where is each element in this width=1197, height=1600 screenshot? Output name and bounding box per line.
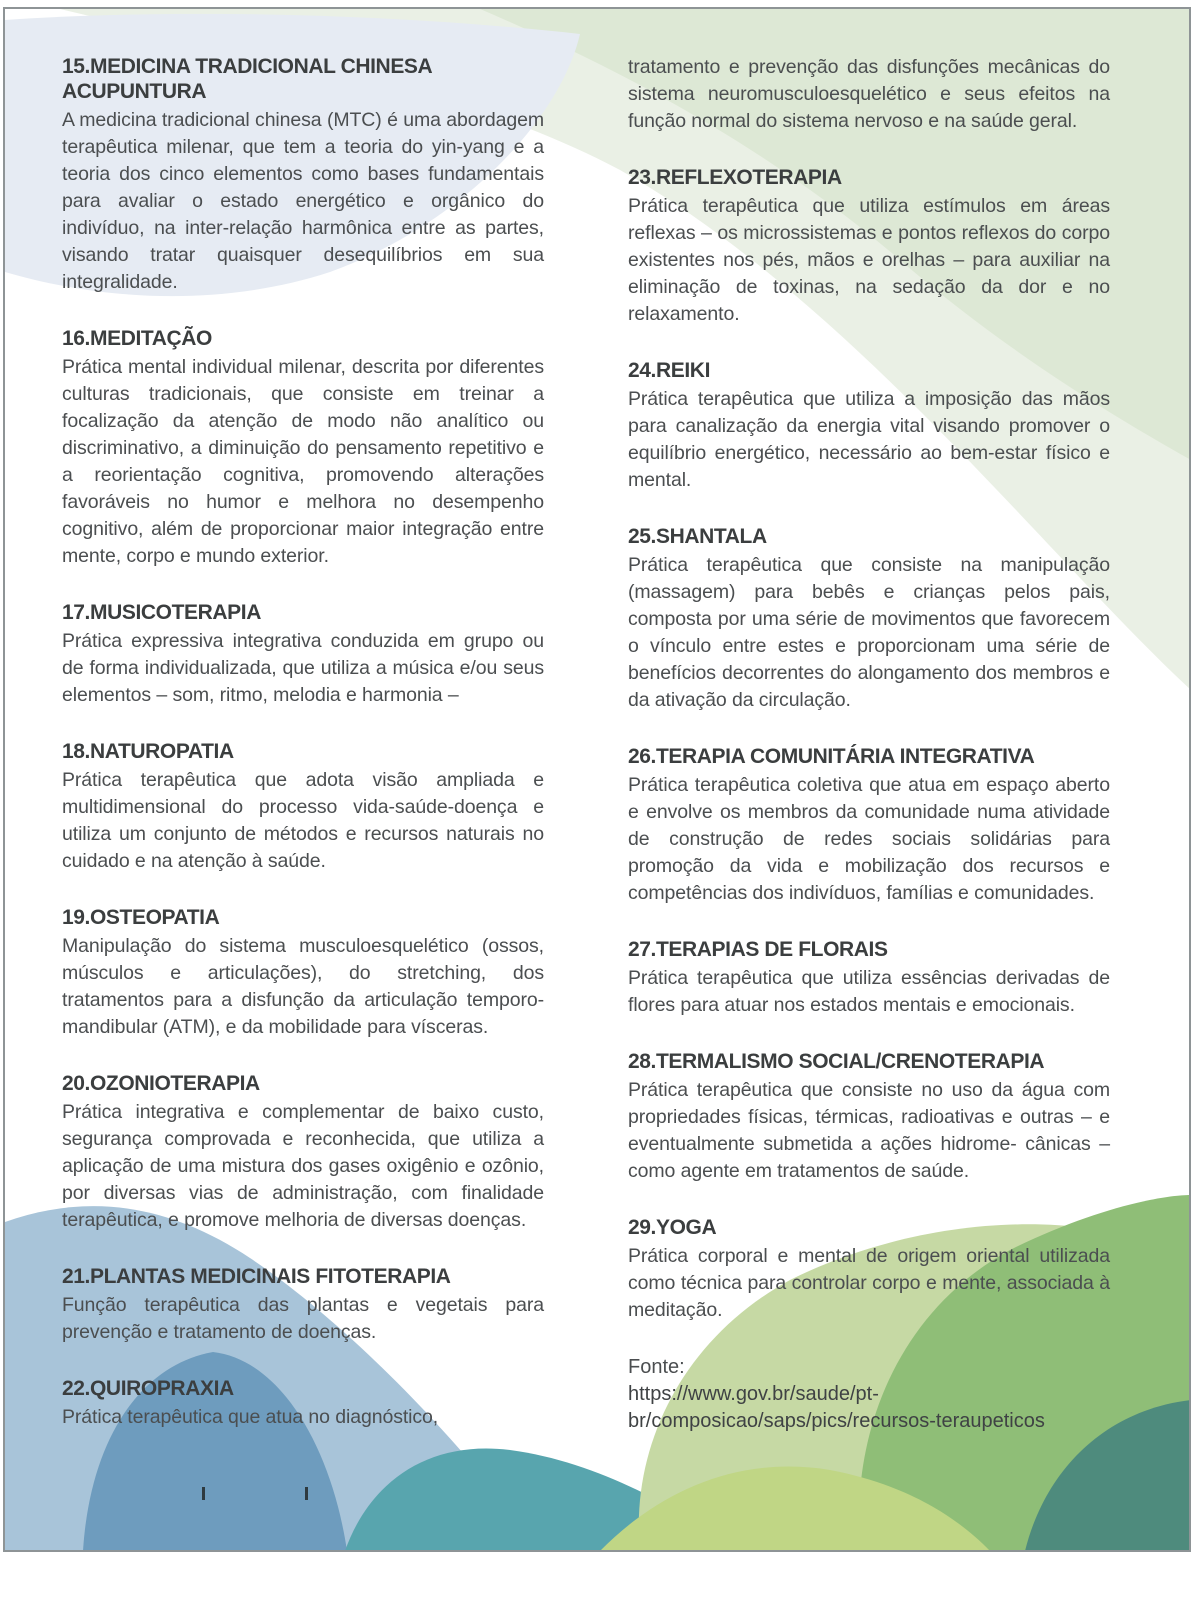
therapy-entry bbox=[628, 744, 1110, 907]
entry-title: 16.MEDITAÇÃO bbox=[62, 327, 212, 350]
entry-body: A medicina tradicional chinesa (MTC) é uma abordagem terapêutica milenar, que tem a teoria do yin-yang e a teoria dos cinco elementos como bases fundamentais para avaliar o estado energético e orgânico do indivíduo, na inter-relação harmônica entre as partes, visando tratar quaisquer desequilíbrios em sua integralidade. bbox=[62, 109, 544, 293]
therapy-entry bbox=[628, 358, 1110, 494]
entry-title: 17.MUSICOTERAPIA bbox=[62, 601, 261, 624]
therapy-entry bbox=[628, 165, 1110, 328]
therapy-entry bbox=[628, 937, 1110, 1019]
entry-body: Prática terapêutica que utiliza essências derivadas de flores para atuar nos estados mentais e emocionais. bbox=[628, 967, 1110, 1016]
entry-body: Prática terapêutica que utiliza a imposição das mãos para canalização da energia vital visando promover o equilíbrio energético, necessário ao bem-estar físico e mental. bbox=[628, 388, 1110, 491]
entry-body: Prática mental individual milenar, descrita por diferentes culturas tradicionais, que consiste em treinar a focalização da atenção de modo não analítico ou discriminativo, a diminuição do pensamento repetitivo e a reorientação cognitiva, promovendo alterações favoráveis no humor e melhora no desempenho cognitivo, além de proporcionar maior integração entre mente, corpo e mundo exterior. bbox=[62, 356, 544, 567]
right-text-column bbox=[628, 54, 1110, 1435]
therapy-entry bbox=[628, 524, 1110, 714]
stray-mark bbox=[202, 1487, 205, 1500]
entry-title: 21.PLANTAS MEDICINAIS FITOTERAPIA bbox=[62, 1265, 451, 1288]
entry-body: Prática terapêutica que consiste no uso da água com propriedades físicas, térmicas, radioativas e outras – e eventualmente submetida a ações hidrome- cânicas – como agente em tratamentos de saúde. bbox=[628, 1079, 1110, 1182]
therapy-entry bbox=[62, 1071, 544, 1234]
therapy-entry bbox=[628, 1215, 1110, 1324]
therapy-entry bbox=[62, 1376, 544, 1431]
entry-title: 29.YOGA bbox=[628, 1216, 717, 1239]
entry-title: 25.SHANTALA bbox=[628, 525, 767, 548]
entry-body: Prática terapêutica coletiva que atua em espaço aberto e envolve os membros da comunidade numa atividade de construção de redes sociais solidárias para promoção da vida e mobilização dos recursos e competências dos indivíduos, famílias e comunidades. bbox=[628, 774, 1110, 904]
entry-body: Prática terapêutica que atua no diagnóstico, bbox=[62, 1406, 439, 1428]
entry-body: Prática terapêutica que consiste na manipulação (massagem) para bebês e crianças pelos pais, composta por uma série de movimentos que favorecem o vínculo entre estes e proporcionam uma série de benefícios decorrentes do alongamento dos membros e da ativação da circulação. bbox=[628, 554, 1110, 711]
entry-body: tratamento e prevenção das disfunções mecânicas do sistema neuromusculoesquelético e seus efeitos na função normal do sistema nervoso e na saúde geral. bbox=[628, 56, 1110, 132]
entry-body: Prática integrativa e complementar de baixo custo, segurança comprovada e reconhecida, que utiliza a aplicação de uma mistura dos gases oxigênio e ozônio, por diversas vias de administração, com finalidade terapêutica, e promove melhoria de diversas doenças. bbox=[62, 1101, 544, 1231]
left-text-column bbox=[62, 54, 544, 1461]
entry-title: 28.TERMALISMO SOCIAL/CRENOTERAPIA bbox=[628, 1050, 1045, 1073]
entry-title: 22.QUIROPRAXIA bbox=[62, 1377, 234, 1400]
therapy-entry bbox=[62, 739, 544, 875]
therapy-entry bbox=[62, 905, 544, 1041]
entry-body: Manipulação do sistema musculoesquelético (ossos, músculos e articulações), do stretching, dos tratamentos para a disfunção da articulação temporo-mandibular (ATM), e da mobilidade para vísceras. bbox=[62, 935, 544, 1038]
therapy-entry bbox=[62, 326, 544, 570]
stray-mark bbox=[305, 1487, 308, 1500]
entry-title: 20.OZONIOTERAPIA bbox=[62, 1072, 260, 1095]
entry-title: 18.NATUROPATIA bbox=[62, 740, 234, 763]
entry-body: Função terapêutica das plantas e vegetais para prevenção e tratamento de doenças. bbox=[62, 1294, 544, 1343]
entry-body: Prática corporal e mental de origem oriental utilizada como técnica para controlar corpo e mente, associada à meditação. bbox=[628, 1245, 1110, 1321]
entry-title: 27.TERAPIAS DE FLORAIS bbox=[628, 938, 888, 961]
source-block bbox=[628, 1354, 1110, 1435]
source-url-line1: https://www.gov.br/saude/pt- bbox=[628, 1383, 879, 1405]
entry-title: 24.REIKI bbox=[628, 359, 710, 382]
therapy-entry bbox=[628, 1049, 1110, 1185]
therapy-entry bbox=[62, 600, 544, 709]
entry-title: 23.REFLEXOTERAPIA bbox=[628, 166, 842, 189]
entry-body: Prática expressiva integrativa conduzida em grupo ou de forma individualizada, que utiliza a música e/ou seus elementos – som, ritmo, melodia e harmonia – bbox=[62, 630, 544, 706]
entry-body: Prática terapêutica que utiliza estímulos em áreas reflexas – os microssistemas e pontos reflexos do corpo existentes nos pés, mãos e orelhas – para auxiliar na eliminação de toxinas, na sedação da dor e no relaxamento. bbox=[628, 195, 1110, 325]
entry-body: Prática terapêutica que adota visão ampliada e multidimensional do processo vida-saúde-doença e utiliza um conjunto de métodos e recursos naturais no cuidado e na atenção à saúde. bbox=[62, 769, 544, 872]
source-label: Fonte: bbox=[628, 1356, 685, 1378]
entry-title: 19.OSTEOPATIA bbox=[62, 906, 220, 929]
therapy-entry bbox=[62, 1264, 544, 1346]
therapy-entry bbox=[62, 54, 544, 296]
therapy-entry bbox=[628, 54, 1110, 135]
entry-title: 26.TERAPIA COMUNITÁRIA INTEGRATIVA bbox=[628, 745, 1035, 768]
entry-title: 15.MEDICINA TRADICIONAL CHINESA ACUPUNTURA bbox=[62, 55, 432, 103]
source-url-line2: br/composicao/saps/pics/recursos-teraupeticos bbox=[628, 1410, 1045, 1432]
